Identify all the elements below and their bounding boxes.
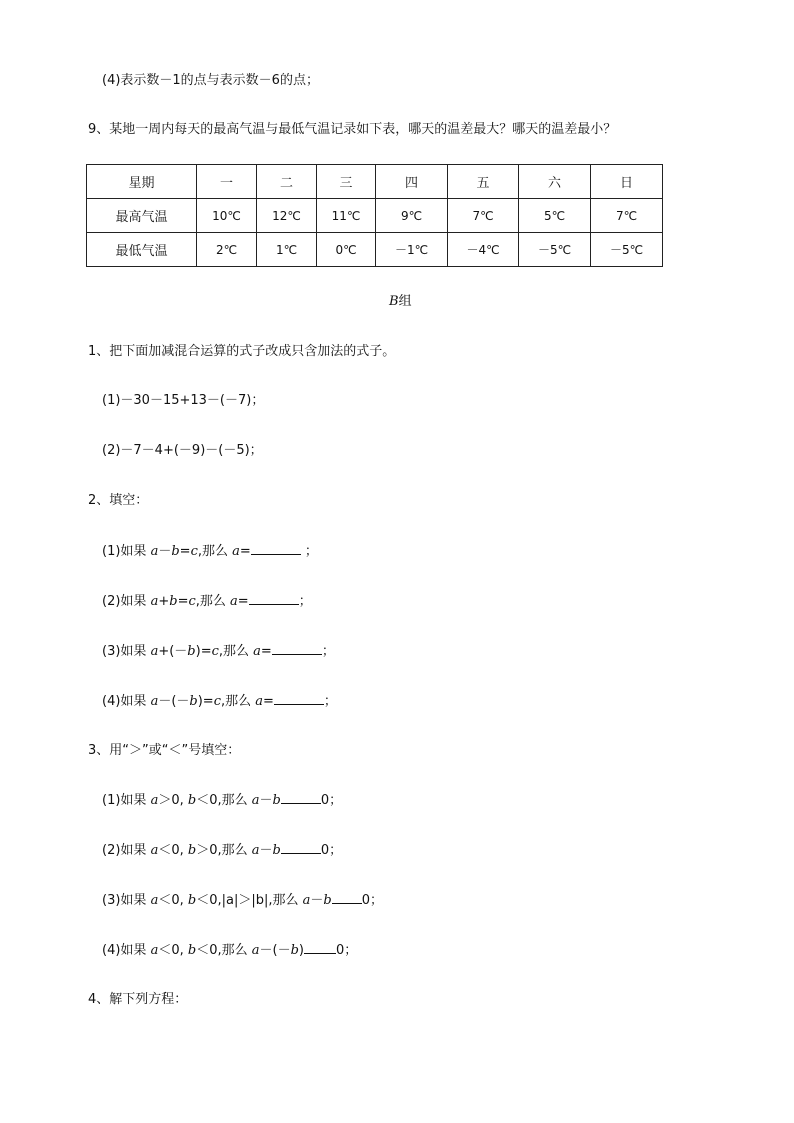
var-b: b: [169, 594, 178, 609]
condition: ＜0,: [158, 843, 188, 858]
operator: ): [298, 943, 304, 958]
var-b: b: [323, 893, 332, 908]
then-text: ,那么: [197, 544, 233, 559]
operator: －(－: [158, 694, 190, 709]
table-cell: 9℃: [376, 199, 448, 233]
then-text: ,那么: [195, 594, 231, 609]
var-a: a: [232, 544, 240, 559]
condition: ＜0,: [158, 893, 188, 908]
var-a: a: [150, 694, 159, 709]
var-a: a: [150, 644, 159, 659]
abs-condition: |a|＞|b|,: [221, 893, 273, 908]
end-punct: 0；: [320, 793, 343, 808]
operator: =: [237, 594, 249, 609]
answer-blank[interactable]: [249, 592, 299, 605]
then-text: 那么: [221, 793, 252, 808]
operator: =: [239, 544, 251, 559]
operator: )=: [195, 644, 212, 659]
table-cell: 5℃: [519, 199, 591, 233]
var-a: a: [230, 594, 238, 609]
then-text: 那么: [272, 893, 303, 908]
var-b: b: [171, 544, 180, 559]
answer-blank[interactable]: [281, 841, 321, 854]
item-number: (4)如果: [102, 943, 151, 958]
var-a: a: [150, 594, 159, 609]
q2-item-4: [102, 692, 337, 711]
table-cell: －1℃: [376, 233, 448, 267]
operator: －: [259, 793, 273, 808]
item-number: (1)如果: [102, 793, 151, 808]
operator: =: [177, 594, 189, 609]
end-punct: 0；: [336, 943, 358, 958]
q2-item-2: [102, 592, 312, 611]
var-b: b: [272, 793, 281, 808]
operator: )=: [197, 694, 214, 709]
table-cell: 11℃: [317, 199, 376, 233]
var-b: b: [290, 943, 299, 958]
operator: －: [259, 843, 273, 858]
var-a: a: [251, 793, 260, 808]
var-c: c: [211, 644, 219, 659]
table-cell: 7℃: [448, 199, 519, 233]
table-cell: 2℃: [197, 233, 257, 267]
operator: =: [263, 694, 274, 709]
table-header-cell: 日: [591, 165, 663, 199]
var-c: c: [190, 544, 198, 559]
table-cell: －5℃: [591, 233, 663, 267]
condition: ＞0,: [158, 793, 188, 808]
q1-item-2: (2)－7－4+(－9)－(－5)；: [102, 443, 263, 458]
question-4-text: 4、解下列方程：: [88, 992, 188, 1007]
operator: －: [310, 893, 324, 908]
q3-item-2: [102, 841, 342, 860]
answer-blank[interactable]: [272, 642, 322, 655]
then-text: 那么: [221, 843, 252, 858]
var-a: a: [255, 694, 264, 709]
table-header-cell: 四: [376, 165, 448, 199]
table-header-row: [87, 165, 663, 199]
question-2-text: 2、填空：: [88, 493, 149, 508]
item-number: (2)如果: [102, 594, 151, 609]
table-header-cell: 五: [448, 165, 519, 199]
condition: ＜0,: [196, 793, 222, 808]
item-number: (4)如果: [102, 694, 151, 709]
q2-item-3: [102, 642, 335, 661]
table-cell: 最低气温: [87, 233, 197, 267]
operator: +(－: [158, 644, 188, 659]
table-cell: 10℃: [197, 199, 257, 233]
table-header-cell: 二: [257, 165, 317, 199]
var-a: a: [150, 893, 159, 908]
section-title-suffix: 组: [398, 294, 412, 309]
operator: －(－: [259, 943, 291, 958]
then-text: 那么: [221, 943, 252, 958]
answer-blank[interactable]: [281, 791, 321, 804]
table-row-high: [87, 199, 663, 233]
section-letter: B: [389, 294, 399, 309]
section-title: [389, 293, 412, 311]
table-cell: 12℃: [257, 199, 317, 233]
table-cell: 0℃: [317, 233, 376, 267]
var-b: b: [189, 694, 198, 709]
var-b: b: [187, 893, 197, 908]
var-a: a: [150, 943, 159, 958]
table-header-cell: 星期: [87, 165, 197, 199]
condition: ＜0,: [196, 893, 222, 908]
operator: =: [260, 644, 272, 659]
end-punct: ；: [300, 544, 318, 559]
var-b: b: [187, 843, 197, 858]
operator: +: [158, 594, 170, 609]
var-a: a: [251, 843, 260, 858]
var-b: b: [187, 793, 197, 808]
var-a: a: [150, 843, 159, 858]
question-1-text: 1、把下面加减混合运算的式子改成只含加法的式子。: [88, 344, 396, 359]
then-text: ,那么: [218, 644, 254, 659]
var-a: a: [253, 644, 261, 659]
operator: －: [158, 544, 172, 559]
q3-item-3: [102, 891, 383, 910]
end-punct: ；: [323, 694, 337, 709]
table-cell: 1℃: [257, 233, 317, 267]
table-header-cell: 六: [519, 165, 591, 199]
table-cell: －5℃: [519, 233, 591, 267]
answer-blank[interactable]: [251, 542, 301, 555]
end-punct: ；: [298, 594, 312, 609]
var-a: a: [251, 943, 260, 958]
q1-item-1: (1)－30－15+13－(－7)；: [102, 393, 265, 408]
var-a: a: [150, 793, 159, 808]
table-row-low: [87, 233, 663, 267]
item-number: (2)如果: [102, 843, 151, 858]
question-9-text: 9、某地一周内每天的最高气温与最低气温记录如下表，哪天的温差最大？哪天的温差最小？: [88, 122, 617, 137]
var-a: a: [302, 893, 311, 908]
question-3-text: 3、用“＞”或“＜”号填空：: [88, 743, 241, 758]
item-number: (3)如果: [102, 893, 151, 908]
then-text: ,那么: [220, 694, 256, 709]
table-cell: 最高气温: [87, 199, 197, 233]
answer-blank[interactable]: [332, 891, 362, 904]
condition: ＜0,: [196, 943, 222, 958]
end-punct: ；: [321, 644, 335, 659]
var-a: a: [150, 544, 159, 559]
end-punct: 0；: [361, 893, 384, 908]
table-cell: －4℃: [448, 233, 519, 267]
q8-item-4: (4)表示数－1的点与表示数－6的点；: [102, 73, 319, 88]
table-cell: 7℃: [591, 199, 663, 233]
condition: ＞0,: [196, 843, 222, 858]
var-c: c: [213, 694, 221, 709]
q3-item-1: [102, 791, 342, 810]
table-header-cell: 一: [197, 165, 257, 199]
var-b: b: [187, 644, 196, 659]
var-b: b: [187, 943, 197, 958]
answer-blank[interactable]: [274, 692, 324, 705]
answer-blank[interactable]: [304, 941, 336, 954]
item-number: (3)如果: [102, 644, 151, 659]
temperature-table: [86, 164, 663, 267]
var-b: b: [272, 843, 281, 858]
operator: =: [179, 544, 191, 559]
item-number: (1)如果: [102, 544, 151, 559]
var-c: c: [188, 594, 196, 609]
end-punct: 0；: [320, 843, 343, 858]
table-header-cell: 三: [317, 165, 376, 199]
q2-item-1: [102, 542, 318, 561]
q3-item-4: [102, 941, 357, 960]
condition: ＜0,: [158, 943, 188, 958]
